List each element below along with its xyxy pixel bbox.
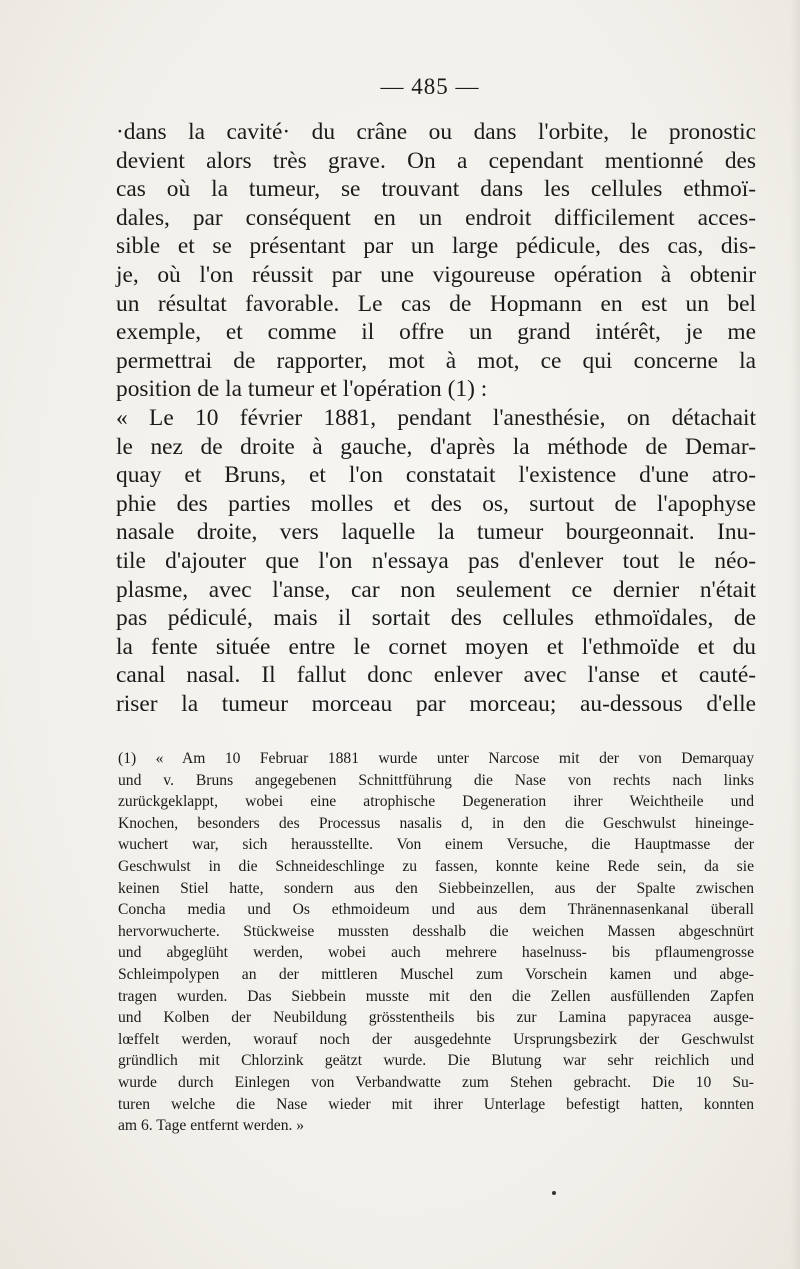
- body-line: un résultat favorable. Le cas de Hopmann en est un bel: [116, 290, 756, 317]
- footnote-line: und v. Bruns angegebenen Schnittführung die Nase von rechts nach links: [118, 771, 754, 789]
- body-line: devient alors très grave. On a cependant mentionné des: [116, 147, 756, 174]
- body-line: riser la tumeur morceau par morceau; au-dessous d'elle: [116, 690, 756, 717]
- footnote-line: Knochen, besonders des Processus nasalis d, in den die Geschwulst hineinge-: [118, 814, 754, 832]
- body-line: cas où la tumeur, se trouvant dans les cellules ethmoï-: [116, 176, 756, 203]
- footnote-line: Schleimpolypen an der mittleren Muschel zum Vorschein kamen und abge-: [118, 965, 754, 983]
- body-line: tile d'ajouter que l'on n'essaya pas d'enlever tout le néo-: [116, 547, 756, 574]
- footnote-line: lœffelt werden, worauf noch der ausgedehnte Ursprungsbezirk der Geschwulst: [118, 1030, 754, 1048]
- body-line: pas pédiculé, mais il sortait des cellules ethmoïdales, de: [116, 605, 756, 632]
- footnote-line: wuchert war, sich herausstellte. Von einem Versuche, die Hauptmasse der: [118, 836, 754, 854]
- footnote-line: am 6. Tage entfernt werden. »: [118, 1117, 305, 1135]
- body-line: plasme, avec l'anse, car non seulement ce dernier n'était: [116, 576, 756, 603]
- body-line: le nez de droite à gauche, d'après la méthode de Demar-: [116, 433, 756, 460]
- body-text: [116, 118, 756, 718]
- body-line: « Le 10 février 1881, pendant l'anesthésie, on détachait: [116, 404, 756, 431]
- footnote: [118, 748, 754, 1137]
- footnote-line: keinen Stiel hatte, sondern aus den Siebbeinzellen, aus der Spalte zwischen: [118, 879, 754, 897]
- body-line: position de la tumeur et l'opération (1) :: [116, 376, 488, 403]
- footnote-line: Concha media und Os ethmoideum und aus dem Thränennasenkanal überall: [118, 901, 754, 919]
- footnote-line: hervorwucherte. Stückweise mussten desshalb die weichen Massen abgeschnürt: [118, 922, 754, 940]
- footnote-line: gründlich mit Chlorzink geätzt wurde. Die Blutung war sehr reichlich und: [118, 1052, 754, 1070]
- body-line: la fente située entre le cornet moyen et l'ethmoïde et du: [116, 633, 756, 660]
- body-line: nasale droite, vers laquelle la tumeur bourgeonnait. Inu-: [116, 519, 756, 546]
- footnote-line: zurückgeklappt, wobei eine atrophische Degeneration ihrer Weichtheile und: [118, 793, 754, 811]
- body-line: permettrai de rapporter, mot à mot, ce qui concerne la: [116, 347, 756, 374]
- body-line: ·dans la cavité· du crâne ou dans l'orbite, le pronostic: [116, 119, 756, 145]
- footnote-line: und abgeglüht werden, wobei auch mehrere haselnuss- bis pflaumengrosse: [118, 944, 754, 962]
- page-edge-shadow: [790, 0, 800, 1269]
- ink-speck: [552, 1191, 556, 1195]
- footnote-line: (1) « Am 10 Februar 1881 wurde unter Narcose mit der von Demarquay: [118, 750, 754, 767]
- footnote-line: und Kolben der Neubildung grösstentheils bis zur Lamina papyracea ausge-: [118, 1009, 754, 1027]
- body-line: sible et se présentant par un large pédicule, des cas, dis-: [116, 233, 756, 260]
- body-line: canal nasal. Il fallut donc enlever avec l'anse et cauté-: [116, 662, 756, 689]
- body-line: quay et Bruns, et l'on constatait l'existence d'une atro-: [116, 462, 756, 489]
- page-number: — 485 —: [380, 74, 480, 99]
- body-line: exemple, et comme il offre un grand intérêt, je me: [116, 319, 756, 346]
- body-line: dales, par conséquent en un endroit difficilement acces-: [116, 204, 756, 231]
- footnote-line: turen welche die Nase wieder mit ihrer Unterlage befestigt hatten, konnten: [118, 1095, 754, 1113]
- body-line: phie des parties molles et des os, surtout de l'apophyse: [116, 490, 756, 517]
- footnote-line: Geschwulst in die Schneideschlinge zu fassen, konnte keine Rede sein, da sie: [118, 857, 754, 875]
- body-line: je, où l'on réussit par une vigoureuse opération à obtenir: [116, 261, 756, 288]
- footnote-line: tragen wurden. Das Siebbein musste mit den die Zellen ausfüllenden Zapfen: [118, 987, 754, 1005]
- footnote-line: wurde durch Einlegen von Verbandwatte zum Stehen gebracht. Die 10 Su-: [118, 1073, 754, 1091]
